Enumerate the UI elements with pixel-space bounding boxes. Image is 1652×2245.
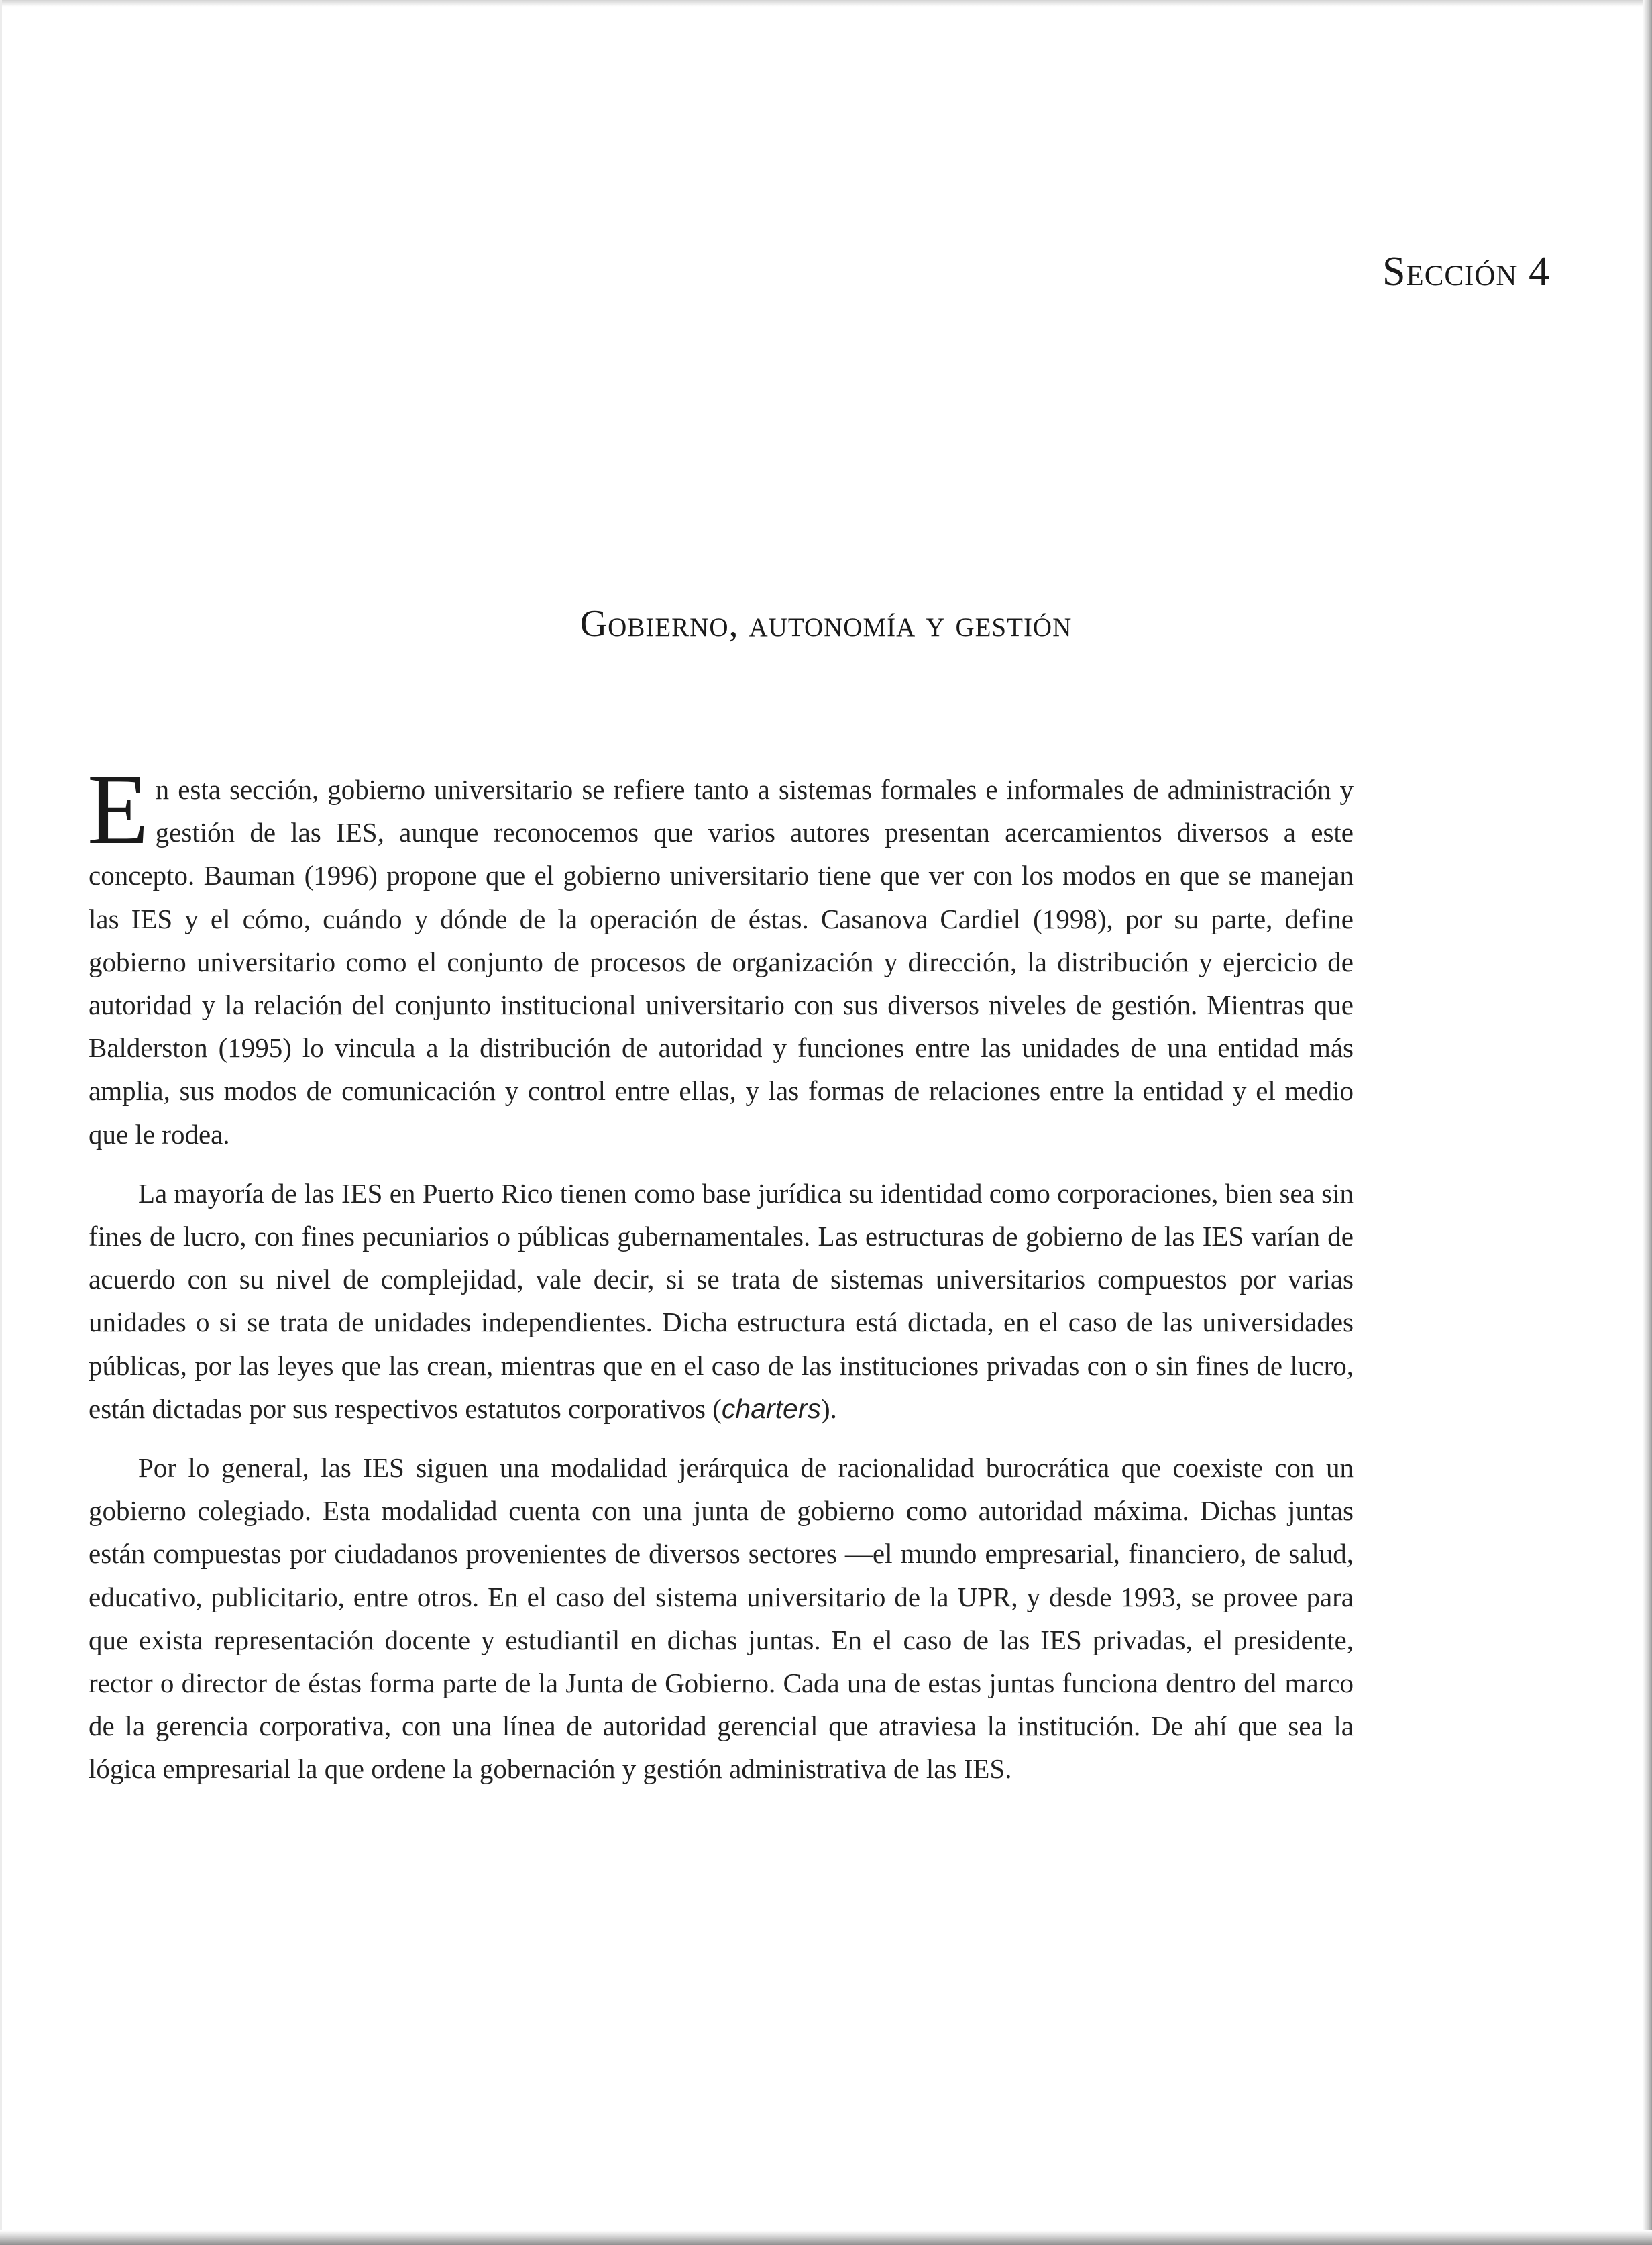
scan-edge-top	[0, 0, 1652, 7]
scan-edge-right	[1643, 0, 1652, 2245]
paragraph-2	[89, 1172, 1354, 1430]
section-heading: Sección 4	[1382, 249, 1550, 294]
chapter-title: Gobierno, autonomía y gestión	[580, 603, 1072, 645]
drop-cap: E	[87, 754, 149, 865]
paragraph-3	[89, 1446, 1354, 1791]
body-text	[87, 754, 1354, 1807]
paragraph-2-italic-term: charters	[721, 1392, 822, 1424]
scan-edge-bottom	[0, 2230, 1652, 2245]
paragraph-1-text: n esta sección, gobierno universitario se refiere tanto a sistemas formales e informales de administración y gestión de las IES, aunque reconocemos que varios autores presentan acercamientos diversos a este concepto. Bauman (1996) propone que el gobierno universitario tiene que ver con los modos en que se manejan las IES y el cómo, cuándo y dónde de la operación de éstas. Casanova Cardiel (1998), por su parte, define gobierno universitario como el conjunto de procesos de organización y dirección, la distribución y ejercicio de autoridad y la relación del conjunto institucional universitario con sus diversos niveles de gestión. Mientras que Balderston (1995) lo vincula a la distribución de autoridad y funciones entre las unidades de una entidad más amplia, sus modos de comunicación y control entre ellas, y las formas de relaciones entre la entidad y el medio que le rodea.	[89, 774, 1354, 1150]
scan-edge-left	[0, 0, 2, 2245]
paragraph-2-end: ).	[821, 1392, 837, 1424]
paragraph-2-text: La mayoría de las IES en Puerto Rico tienen como base jurídica su identidad como corporaciones, bien sea sin fines de lucro, con fines pecuniarios o públicas gubernamentales. Las estructuras de gobierno de las IES varían de acuerdo con su nivel de complejidad, vale decir, si se trata de sistemas universitarios compuestos por varias unidades o si se trata de unidades independientes. Dicha estructura está dictada, en el caso de las universidades públicas, por las leyes que las crean, mientras que en el caso de las instituciones privadas con o sin fines de lucro, están dictadas por sus respectivos estatutos corporativos (	[89, 1177, 1354, 1424]
paragraph-1	[87, 754, 1354, 1156]
paragraph-3-text: Por lo general, las IES siguen una modalidad jerárquica de racionalidad burocrática que coexiste con un gobierno colegiado. Esta modalidad cuenta con una junta de gobierno como autoridad máxima. Dichas juntas están compuestas por ciudadanos provenientes de diversos sectores —el mundo empresarial, financiero, de salud, educativo, publicitario, entre otros. En el caso del sistema universitario de la UPR, y desde 1993, se provee para que exista representación docente y estudiantil en dichas juntas. En el caso de las IES privadas, el presidente, rector o director de éstas forma parte de la Junta de Gobierno. Cada una de estas juntas funciona dentro del marco de la gerencia corporativa, con una línea de autoridad gerencial que atraviesa la institución. De ahí que sea la lógica empresarial la que ordene la gobernación y gestión administrativa de las IES.	[89, 1452, 1354, 1785]
